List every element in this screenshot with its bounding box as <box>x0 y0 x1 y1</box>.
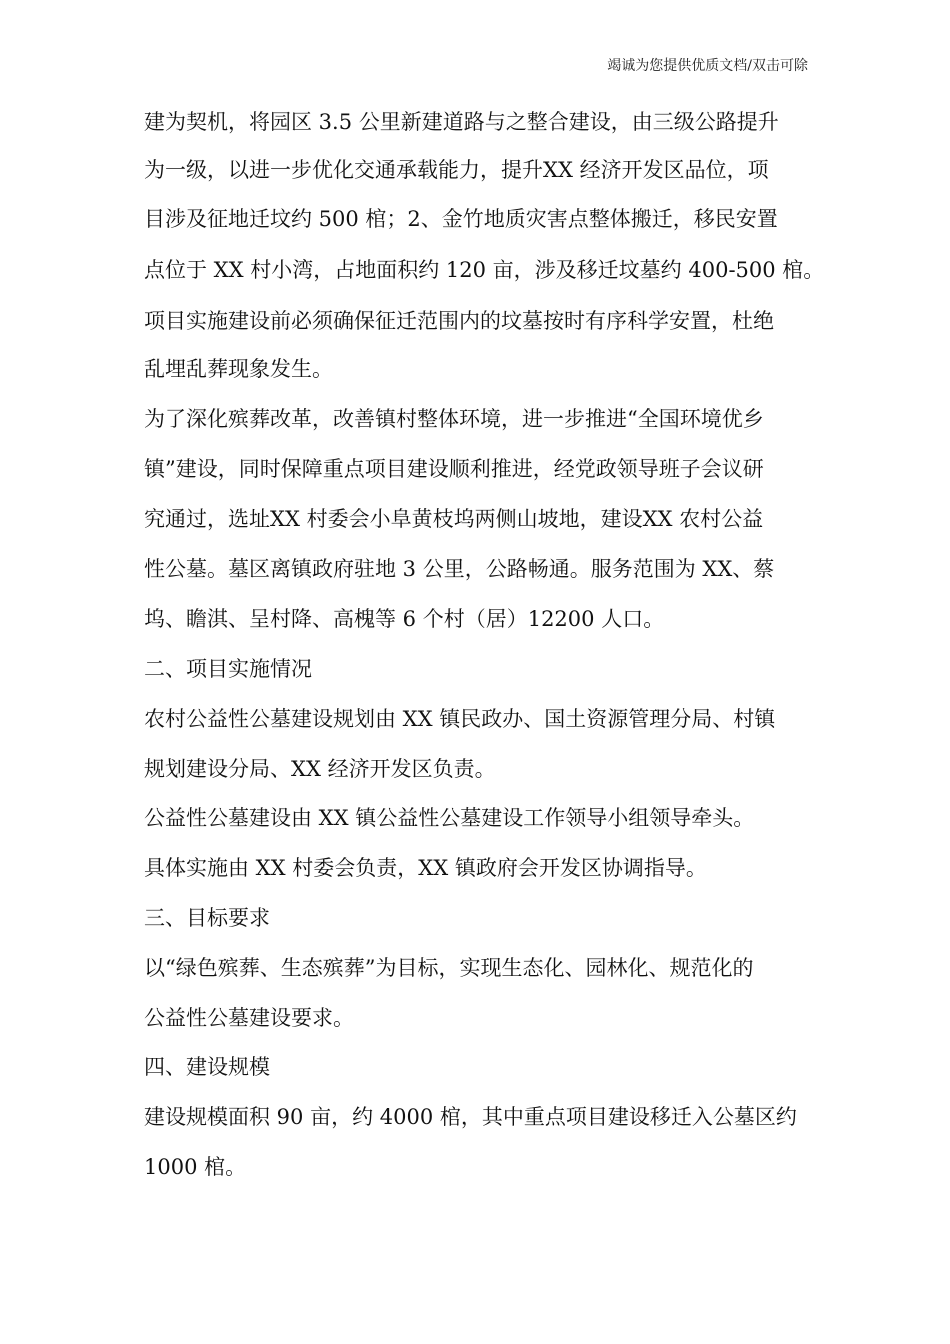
text-line: 点位于 XX 村小湾，占地面积约 120 亩，涉及移迁坟墓约 400-500 棺。 <box>144 258 825 282</box>
text-line: 1000 棺。 <box>144 1155 247 1179</box>
text-line: 镇”建设，同时保障重点项目建设顺利推进，经党政领导班子会议研 <box>144 457 764 481</box>
text-line: 项目实施建设前必须确保征迁范围内的坟墓按时有序科学安置，杜绝 <box>144 309 774 333</box>
text-line: 公益性公墓建设要求。 <box>144 1006 354 1030</box>
text-line: 农村公益性公墓建设规划由 XX 镇民政办、国土资源管理分局、村镇 <box>144 707 776 731</box>
text-line: 乱埋乱葬现象发生。 <box>144 357 333 381</box>
text-line: 规划建设分局、XX 经济开发区负责。 <box>144 757 496 781</box>
text-line: 建设规模面积 90 亩，约 4000 棺，其中重点项目建设移迁入公墓区约 <box>144 1105 797 1129</box>
text-line: 公益性公墓建设由 XX 镇公益性公墓建设工作领导小组领导牵头。 <box>144 806 755 830</box>
text-line: 具体实施由 XX 村委会负责，XX 镇政府会开发区协调指导。 <box>144 856 707 880</box>
text-line: 究通过，选址XX 村委会小阜黄枝坞两侧山坡地，建设XX 农村公益 <box>144 507 764 531</box>
header-note: 竭诚为您提供优质文档/双击可除 <box>607 58 808 74</box>
text-line: 目涉及征地迁坟约 500 棺；2、金竹地质灾害点整体搬迁，移民安置 <box>144 207 778 231</box>
section-heading: 四、建设规模 <box>144 1055 270 1079</box>
text-line: 为了深化殡葬改革，改善镇村整体环境，进一步推进“全国环境优乡 <box>144 407 764 431</box>
text-line: 建为契机，将园区 3.5 公里新建道路与之整合建设，由三级公路提升 <box>144 110 779 134</box>
section-heading: 二、项目实施情况 <box>144 657 312 681</box>
text-line: 为一级，以进一步优化交通承载能力，提升XX 经济开发区品位，项 <box>144 158 769 182</box>
text-line: 性公墓。墓区离镇政府驻地 3 公里，公路畅通。服务范围为 XX、蔡 <box>144 557 775 581</box>
section-heading: 三、目标要求 <box>144 906 270 930</box>
text-line: 以“绿色殡葬、生态殡葬”为目标，实现生态化、园林化、规范化的 <box>144 956 754 980</box>
text-line: 坞、瞻淇、呈村降、高槐等 6 个村（居）12200 人口。 <box>144 607 665 631</box>
